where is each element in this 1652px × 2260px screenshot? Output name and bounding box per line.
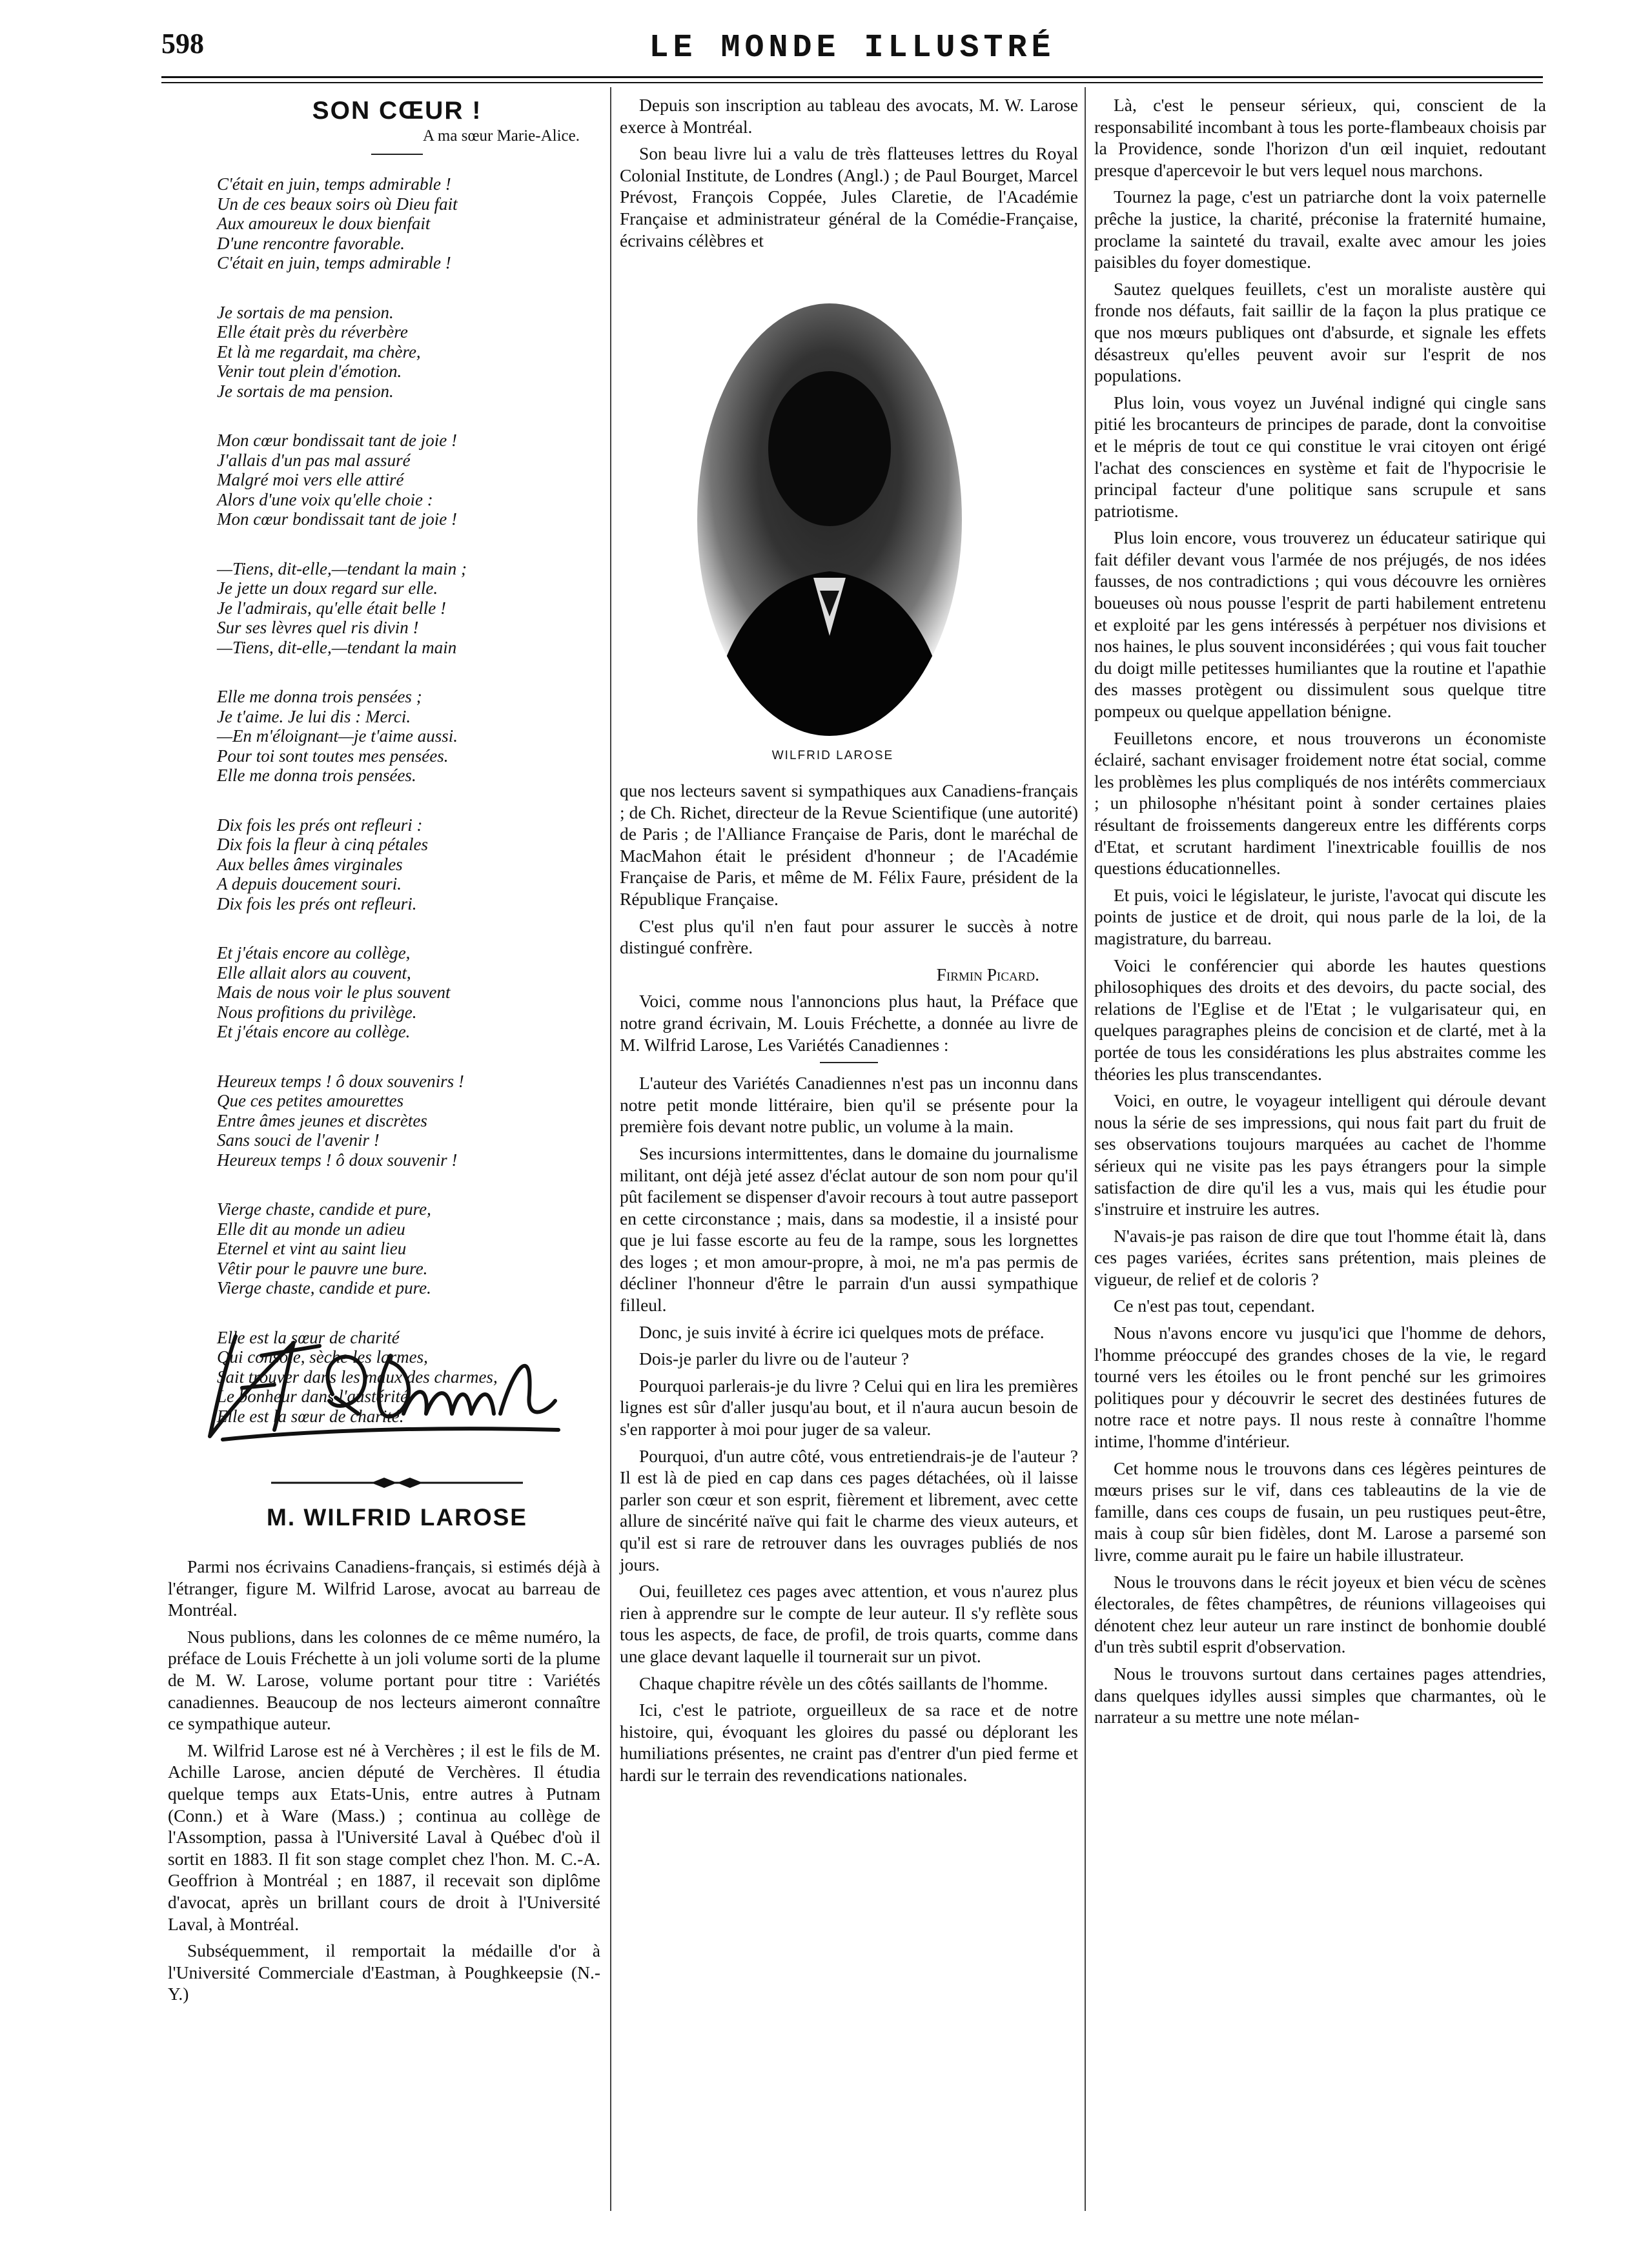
paragraph: Parmi nos écrivains Canadiens-français, si estimés déjà à l'étranger, figure M. Wilfrid Larose, avocat au barreau de Montréal. bbox=[168, 1556, 600, 1620]
paragraph: Subséquemment, il remportait la médaille d'or à l'Université Commerciale d'Eastman, à Poughkeepsie (N.-Y.) bbox=[168, 1940, 600, 2004]
poem-stanza bbox=[217, 1072, 553, 1170]
poem-line: J'allais d'un pas mal assuré bbox=[217, 450, 411, 470]
poem-line: Sait trouver dans les maux des charmes, bbox=[217, 1367, 498, 1387]
poem-stanza bbox=[217, 559, 553, 658]
paragraph: Voici, en outre, le voyageur intelligent qui déroule devant nous la série de ses impressions, qui nous fait part du fruit de ses observations toujours marquées au cachet de l'homme sérieux qui ne visite pas les pays étrangers pour la simple satisfaction de dire qu'il les a vus, mais qui les étudie pour s'instruire et instruire les autres. bbox=[1094, 1090, 1546, 1219]
poem-line: Dix fois la fleur à cinq pétales bbox=[217, 835, 428, 854]
poem-line: Je l'admirais, qu'elle était belle ! bbox=[217, 598, 446, 618]
poem-line: Mon cœur bondissait tant de joie ! bbox=[217, 431, 457, 450]
paragraph: Nous publions, dans les colonnes de ce même numéro, la préface de Louis Fréchette à un joli volume sorti de la plume de M. W. Larose, volume portant pour titre : Variétés canadiennes. Beaucoup de nos lecteurs aimeront connaître ce sympathique auteur. bbox=[168, 1626, 600, 1734]
poem-stanza bbox=[217, 174, 553, 273]
paragraph: Pourquoi, d'un autre côté, vous entretiendrais-je de l'auteur ? Il est là de pied en cap dans ces pages détachées, où il laisse parler son cœur et son esprit, fièrement et librement, avec cette allure de sincérité naïve qui fait le charme des vieux auteurs, et qu'il est si rare de retrouver dans les ouvrages publiés de nos jours. bbox=[620, 1445, 1078, 1574]
paragraph: que nos lecteurs savent si sympathiques aux Canadiens-français ; de Ch. Richet, directeur de la Revue Scientifique (une autorité) de Paris ; de l'Alliance Française de Paris, dont le maréchal de MacMahon était le président d'honneur ; de l'Académie Française de Paris, et même de M. Félix Faure, président de la République Française. bbox=[620, 780, 1078, 909]
poem-line: Aux belles âmes virginales bbox=[217, 854, 403, 874]
paragraph: Cet homme nous le trouvons dans ces légères peintures de mœurs prises sur le vif, dans ces tableautins de la vie de famille, dans ces coups de fusain, un peu rustiques peut-être, mais à coup sûr bien fidèles, dont M. Larose a parsemé son livre, comme aurait pu le faire un habile illustrateur. bbox=[1094, 1458, 1546, 1565]
poem-line: —Tiens, dit-elle,—tendant la main bbox=[217, 637, 457, 657]
paragraph: Donc, je suis invité à écrire ici quelques mots de préface. bbox=[639, 1321, 1045, 1342]
poem-stanza bbox=[217, 1199, 553, 1298]
paragraph: Son beau livre lui a valu de très flatteuses lettres du Royal Colonial Institute, de Londres (Angl.) ; de Paul Bourget, Marcel Prévost, François Coppée, Jules Claretie, de l'Académie Française et administrateur général de la Comédie-Française, écrivains célèbres et bbox=[620, 143, 1078, 250]
paragraph: Ce n'est pas tout, cependant. bbox=[1114, 1296, 1315, 1316]
poem-line: Vierge chaste, candide et pure. bbox=[217, 1278, 431, 1298]
column-divider-left bbox=[610, 87, 611, 2211]
poem-stanza bbox=[217, 431, 553, 529]
poem-line: Elle est la sœur de charité bbox=[217, 1327, 400, 1347]
paragraph: Voici, comme nous l'annoncions plus haut, la Préface que notre grand écrivain, M. Louis Fréchette, a donnée au livre de M. Wilfrid Larose, Les Variétés Canadiennes : bbox=[620, 991, 1078, 1055]
paragraph: N'avais-je pas raison de dire que tout l'homme était là, dans ces pages variées, écrites sans prétention, mais pleines de vigueur, de relief et de coloris ? bbox=[1094, 1225, 1546, 1289]
portrait-photo bbox=[694, 300, 965, 739]
biography-title: M. WILFRID LAROSE bbox=[267, 1504, 527, 1531]
portrait-caption: WILFRID LAROSE bbox=[771, 749, 894, 762]
paragraph: Nous n'avons encore vu jusqu'ici que l'homme de dehors, l'homme préoccupé des grandes choses de la vie, le regard tourné vers les étoiles ou le front penché sur les grimoires politiques pour y découvrir le secret des destinées futures de notre race et notre pays. Il nous reste à connaître l'homme intime, l'homme d'intérieur. bbox=[1094, 1323, 1546, 1452]
poem-line: Elle est la sœur de charité. bbox=[217, 1406, 404, 1426]
paragraph: Ici, c'est le patriote, orgueilleux de sa race et de notre histoire, qui, évoquant les gloires du passé ou déplorant les humiliations présentes, ne craint pas d'entrer d'un pied ferme et hardi sur le terrain des revendications nationales. bbox=[620, 1700, 1078, 1785]
column-divider-right bbox=[1085, 87, 1086, 2211]
paragraph: Feuilletons encore, et nous trouverons un économiste éclairé, sachant envisager froidement notre état social, comme les problèmes les plus compliqués de nos intérêts commerciaux ; un philosophe n'hésitant point à sonder certaines plaies résultant de froissements dangereux entre les différents corps d'Etat, et scrutant hardiment l'inextricable fouillis de nos questions éducationnelles. bbox=[1094, 728, 1546, 879]
biography-text bbox=[168, 1556, 600, 2010]
paragraph: Oui, feuilletez ces pages avec attention, et vous n'aurez plus rien à apprendre sur le compte de leur auteur. Il s'y reflète sous tous les aspects, de face, de profil, de trois quarts, comme dans une glace devant laquelle il tournerait sur un pivot. bbox=[620, 1581, 1078, 1666]
paragraph: Plus loin, vous voyez un Juvénal indigné qui cingle sans pitié les brocanteurs de principes de parade, dont la convoitise et le mépris de tout ce qui constitue le vrai citoyen ont érigé l'achat des consciences en système et fait de l'hypocrisie le principal facteur d'une politique sans scrupule et sans patriotisme. bbox=[1094, 392, 1546, 521]
poem-line: Je sortais de ma pension. bbox=[217, 302, 394, 322]
poem-line: Je sortais de ma pension. bbox=[217, 381, 394, 401]
header-rule-bottom bbox=[161, 82, 1543, 83]
poem-line: —Tiens, dit-elle,—tendant la main ; bbox=[217, 558, 467, 578]
poem-line: Pour toi sont toutes mes pensées. bbox=[217, 746, 449, 766]
col2-continued-text bbox=[620, 780, 1078, 1791]
paragraph: Chaque chapitre révèle un des côtés saillants de l'homme. bbox=[639, 1673, 1048, 1693]
poem-line: Et j'étais encore au collège, bbox=[217, 943, 411, 962]
poem-line: Malgré moi vers elle attiré bbox=[217, 470, 404, 489]
paragraph: Ses incursions intermittentes, dans le domaine du journalisme militant, ont déjà jeté assez d'éclat autour de son nom pour qu'il pût facilement se dispenser d'avoir recours à tout autre passeport en cette circonstance ; mais, dans sa modestie, il a insisté pour que je lui fasse escorte au feu de la rampe, sous les lorgnettes des loges ; et mon amour-propre, à moi, ne m'a pas permis de décliner l'honneur d'être le parrain d'un aussi sympathique filleul. bbox=[620, 1143, 1078, 1316]
poem-line: Elle me donna trois pensées ; bbox=[217, 687, 422, 706]
poem-line: C'était en juin, temps admirable ! bbox=[217, 174, 451, 194]
decorative-ornament bbox=[271, 1476, 523, 1489]
header-rule-top bbox=[161, 76, 1543, 78]
poem-stanza bbox=[217, 815, 553, 914]
poem-line: Le bonheur dans l'austérité. bbox=[217, 1387, 413, 1406]
section-rule bbox=[820, 1062, 878, 1063]
paragraph: Plus loin encore, vous trouverez un éducateur satirique qui fait défiler devant vous l'armée de nos préjugés, de nos idées fausses, de nos contradictions ; qui vous découvre les ornières boueuses où nous pousse l'esprit de parti habilement entretenu et exploité par les gens intéressés à perpétuer nos divisions et nos haines, le plus souvent inconsidérées ; qui vous fait toucher du doigt mille petitesses humiliantes que la routine et l'apathie des masses protègent ou dissimulent sous quelque titre pompeux ou quelque appellation bénigne. bbox=[1094, 527, 1546, 722]
poem-dedication: A ma sœur Marie-Alice. bbox=[423, 127, 580, 145]
poem-line: Je t'aime. Je lui dis : Merci. bbox=[217, 706, 411, 726]
handwritten-signature bbox=[197, 1317, 571, 1446]
paragraph: Là, c'est le penseur sérieux, qui, conscient de la responsabilité incombant à tous les porte-flambeaux choisis par la Providence, sonde l'horizon d'un œil inquiet, redoutant presque d'apercevoir le but vers lequel nous marchons. bbox=[1094, 95, 1546, 180]
poem-line: D'une rencontre favorable. bbox=[217, 233, 405, 253]
poem-line: A depuis doucement souri. bbox=[217, 874, 402, 893]
poem-line: Mais de nous voir le plus souvent bbox=[217, 982, 451, 1002]
poem-line: Un de ces beaux soirs où Dieu fait bbox=[217, 194, 458, 214]
poem-stanza bbox=[217, 687, 553, 786]
col2-top-text bbox=[620, 94, 1078, 256]
poem-title-rule bbox=[371, 154, 423, 155]
poem-line: Sans souci de l'avenir ! bbox=[217, 1130, 380, 1150]
poem-line: Sur ses lèvres quel ris divin ! bbox=[217, 618, 419, 637]
paragraph: Nous le trouvons dans le récit joyeux et bien vécu de scènes électorales, de fêtes champêtres, de réunions villageoises qui dénotent chez leur auteur un rare instinct de bonhomie doublé d'un très subtil esprit d'observation. bbox=[1094, 1571, 1546, 1657]
paragraph: Et puis, voici le législateur, le juriste, l'avocat qui discute les points de justice et de droit, qui nous parle de la loi, de la magistrature, du barreau. bbox=[1094, 884, 1546, 948]
poem-line: Venir tout plein d'émotion. bbox=[217, 361, 402, 381]
col3-text bbox=[1094, 94, 1546, 1733]
poem-body bbox=[217, 174, 553, 1456]
poem-line: Elle dit au monde un adieu bbox=[217, 1219, 405, 1239]
poem-line: C'était en juin, temps admirable ! bbox=[217, 253, 451, 272]
poem-line: Que ces petites amourettes bbox=[217, 1091, 404, 1110]
poem-line: Mon cœur bondissait tant de joie ! bbox=[217, 509, 457, 529]
poem-line: Eternel et vint au saint lieu bbox=[217, 1239, 407, 1258]
poem-line: Heureux temps ! ô doux souvenir ! bbox=[217, 1150, 458, 1170]
poem-line: Elle me donna trois pensées. bbox=[217, 766, 416, 785]
paragraph: L'auteur des Variétés Canadiennes n'est pas un inconnu dans notre petit monde littéraire, bien qu'il se présente pour la première fois devant notre public, un volume à la main. bbox=[620, 1073, 1078, 1137]
poem-stanza bbox=[217, 943, 553, 1042]
paragraph: Sautez quelques feuillets, c'est un moraliste austère qui fronde nos défauts, fait saillir de la façon la plus pratique ce que nos mœurs publiques ont d'absurde, et signale les effets désastreux qu'elles peuvent avoir sur l'esprit de nos populations. bbox=[1094, 278, 1546, 386]
poem-line: Vierge chaste, candide et pure, bbox=[217, 1199, 431, 1219]
poem-line: Vêtir pour le pauvre une bure. bbox=[217, 1258, 428, 1278]
paragraph: Depuis son inscription au tableau des avocats, M. W. Larose exerce à Montréal. bbox=[620, 95, 1078, 137]
poem-line: Elle était près du réverbère bbox=[217, 322, 408, 341]
paragraph: Tournez la page, c'est un patriarche dont la voix paternelle prêche la justice, la charité, préconise la fraternité humaine, proclame la sainteté du travail, exalte avec amour les joies paisibles du foyer domestique. bbox=[1094, 187, 1546, 272]
page-number: 598 bbox=[161, 28, 204, 59]
paragraph: Voici le conférencier qui aborde les hautes questions philosophiques des droits et des devoirs, du pacte social, des relations de l'Eglise et de l'Etat ; le vulgarisateur qui, en quelques paragraphes pleins de concision et de clarté, met à la portée de tous les considérations les plus abstraites comme les théories les plus transcendantes. bbox=[1094, 955, 1546, 1084]
poem-line: Et là me regardait, ma chère, bbox=[217, 341, 421, 361]
poem-line: Alors d'une voix qu'elle choie : bbox=[217, 489, 433, 509]
poem-line: Je jette un doux regard sur elle. bbox=[217, 578, 438, 598]
journal-title: LE MONDE ILLUSTRÉ bbox=[649, 30, 1055, 66]
paragraph: Nous le trouvons surtout dans certaines pages attendries, dans quelques idylles aussi simples que charmantes, où le narrateur a su mettre une note mélan- bbox=[1094, 1663, 1546, 1727]
paragraph: Dois-je parler du livre ou de l'auteur ? bbox=[639, 1349, 910, 1369]
poem-line: Elle allait alors au couvent, bbox=[217, 962, 411, 982]
author-signature: Firmin Picard. bbox=[936, 964, 1039, 984]
poem-title: SON CŒUR ! bbox=[312, 97, 482, 125]
paragraph: M. Wilfrid Larose est né à Verchères ; il est le fils de M. Achille Larose, ancien député de Verchères. Il étudia quelque temps aux Etats-Unis, entre autres à Putnam (Conn.) et à Ware (Mass.) ; continua au collège de l'Assomption, passa à l'Université Laval à Québec d'où il sortit en 1883. Il fit son stage complet chez l'hon. M. C.-A. Geoffrion à Montréal ; en 1887, il recevait son diplôme d'avocat, après un brillant cours de droit à l'Université Laval, à Montréal. bbox=[168, 1740, 600, 1934]
poem-line: Dix fois les prés ont refleuri. bbox=[217, 893, 417, 913]
paragraph: C'est plus qu'il n'en faut pour assurer le succès à notre distingué confrère. bbox=[620, 915, 1078, 958]
poem-line: Entre âmes jeunes et discrètes bbox=[217, 1110, 427, 1130]
poem-line: Dix fois les prés ont refleuri : bbox=[217, 815, 423, 835]
poem-line: Heureux temps ! ô doux souvenirs ! bbox=[217, 1071, 464, 1091]
poem-stanza bbox=[217, 303, 553, 402]
poem-line: —En m'éloignant—je t'aime aussi. bbox=[217, 726, 458, 746]
poem-line: Et j'étais encore au collège. bbox=[217, 1022, 411, 1041]
paragraph: Pourquoi parlerais-je du livre ? Celui qui en lira les premières lignes est sûr d'aller jusqu'au bout, et il n'aura aucun besoin de s'en rapporter à moi pour juger de sa valeur. bbox=[620, 1375, 1078, 1440]
poem-line: Aux amoureux le doux bienfait bbox=[217, 214, 431, 233]
poem-line: Qui console, sèche les larmes, bbox=[217, 1347, 428, 1367]
poem-line: Nous profitions du privilège. bbox=[217, 1002, 417, 1022]
